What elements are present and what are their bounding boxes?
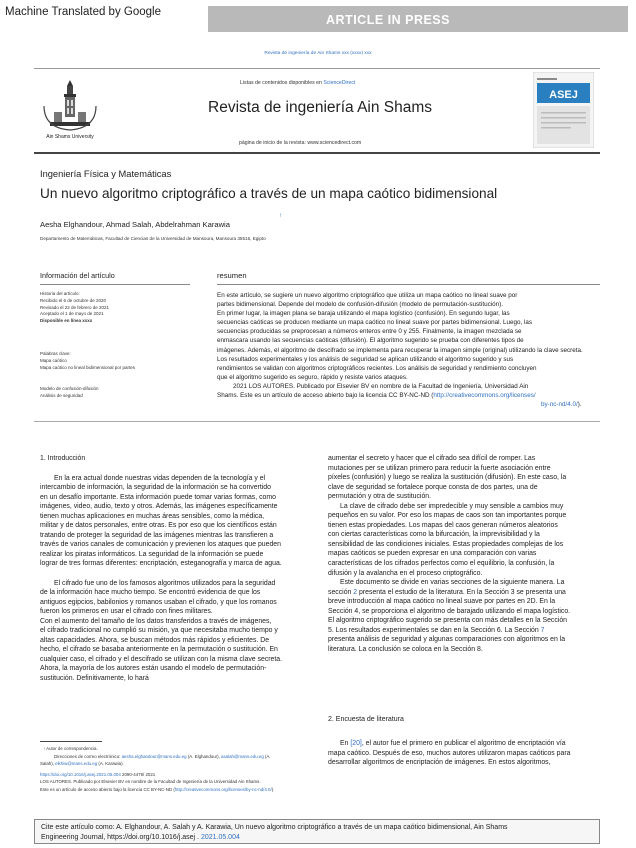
divider — [40, 284, 190, 285]
body-line: La clave de cifrado debe ser impredecible y muy sensible a cambios muy — [340, 502, 564, 510]
keyword: Mapa caótico no lineal bidimensional por partes — [40, 364, 136, 370]
open-access-line — [40, 786, 274, 794]
body-line — [328, 626, 608, 636]
literature-body — [328, 739, 570, 768]
text-span: Este es un artículo de acceso abierto bajo la licencia CC BY-NC-ND ( — [40, 786, 175, 792]
intro-line: imágenes, video, audio, texto y otros. Además, las imágenes específicamente — [40, 503, 278, 511]
affiliation: Departamento de Matemáticas, Facultad de Ciencias de la Universidad de Mansoura, Mansoura 35516, Egipto — [40, 236, 266, 241]
license-link-cont[interactable]: by-nc-nd/4.0/ — [541, 401, 578, 409]
corresponding-author-marker[interactable]: ↑ — [279, 213, 282, 219]
body-line: sensibilidad de las condiciones iniciales. Estas propiedades complejas de los — [328, 540, 564, 548]
license-link[interactable]: http://creativecommons.org/licenses/by-nc-nd/4.0/ — [174, 786, 272, 792]
history-line: Revisado el 22 de febrero de 2021 — [40, 304, 110, 310]
license-line — [217, 391, 583, 400]
university-logo — [40, 76, 100, 144]
intro-line: lograr de tres formas diferentes: encriptación, esteganografía y marca de agua. — [40, 560, 282, 568]
history-line: Disponible en línea xxxx — [40, 318, 93, 324]
body-line — [328, 739, 570, 749]
intro-line: en un desafío importante. Esta información puede tomar varias formas, como — [40, 493, 276, 501]
intro-line: intercambio de información, la seguridad de la información se ha convertido — [40, 484, 271, 492]
text-span: En — [340, 740, 351, 747]
license-close: ). — [577, 401, 582, 409]
emails-line — [40, 753, 274, 761]
intro-line: tienen muchas aplicaciones en muchas áreas sensibles, como la médica, — [40, 512, 265, 520]
citation-doi-link[interactable]: 2021.05.004 — [200, 834, 240, 842]
text-span: Salah), — [40, 761, 56, 767]
intro-line: cualquier caso, el cifrado y el descifrado se utilizan con la misma clave secreta. — [40, 655, 283, 663]
emails-line-2 — [40, 760, 274, 768]
intro-line: de la información hace mucho tiempo. Se encontró evidencia de que los — [40, 589, 261, 597]
body-line: difusión y la avalancha en el proceso criptográfico. — [328, 569, 483, 577]
body-line: presenta análisis de seguridad y algunas comparaciones con algoritmos en la — [328, 636, 566, 644]
divider — [217, 284, 600, 285]
abstract-heading: resumen — [217, 271, 247, 280]
email-link[interactable]: aesha.elghandour@mans.edu.eg — [121, 753, 187, 759]
university-logo-icon — [44, 80, 96, 130]
keyword: Mapa caótico — [40, 357, 67, 363]
intro-line: militar y de datos personales, entre otras. Es por eso que los científicos están — [40, 522, 277, 530]
body-line: mapa caótico. Después de eso, muchos autores utilizaron mapas caóticos para — [328, 749, 571, 757]
text-span: sección — [328, 588, 354, 596]
journal-cover — [533, 72, 594, 148]
intro-line: realizar los piratas informáticos. La seguridad de la información se puede — [40, 550, 264, 558]
body-line: breve introducción al mapa caótico no lineal suave por partes en 2D. En la — [328, 598, 556, 606]
abstract-line: rendimientos se validan con algoritmos criptográficos recientes. Los análisis de seguridad y rendimiento concluyen — [217, 364, 537, 372]
journal-homepage: página de inicio de la revista: www.sciencedirect.com — [239, 140, 362, 146]
body-line: características de los cifrados perfectos como el equilibrio, la confusión, la — [328, 560, 555, 568]
text-span: , el autor fue el primero en publicar el algoritmo de encriptación vía — [361, 740, 566, 747]
intro-line: fueron los primeros en usar el cifrado con fines militares. — [40, 608, 213, 616]
literature-heading: 2. Encuesta de literatura — [328, 716, 404, 723]
doi-line — [40, 771, 274, 779]
intro-line: Con el aumento del tamaño de los datos transferidos a través de imágenes, — [40, 617, 272, 625]
keywords — [40, 351, 135, 372]
citation-text — [41, 823, 508, 844]
abstract-line: partes bidimensional. Depende del modelo de confusión-difusión (modelo de permutación-sustitución). — [217, 301, 503, 309]
body-line: permutación y otra de sustitución. — [328, 493, 432, 501]
contents-prefix: Listas de contenidos disponibles en — [240, 80, 324, 86]
logo-caption: Ain Shams University — [46, 134, 94, 140]
abstract-line: En este artículo, se sugiere un nuevo algoritmo criptográfico que utiliza un mapa caótico no lineal suave por — [217, 292, 518, 299]
body-line: mutaciones per se utilizan primero para reducir la fuerte asociación entre — [328, 464, 551, 472]
divider — [34, 421, 600, 422]
body-line: Sección 4, se proporciona el algoritmo de barajado utilizando el mapa logístico. — [328, 607, 571, 615]
history-line: Historia del artículo: — [40, 291, 80, 296]
intro-line: altas capacidades. Ahora, se buscan métodos más rápidos y eficientes. De — [40, 636, 270, 644]
body-line: Este documento se divide en varias secciones de la siguiente manera. La — [340, 579, 565, 587]
intro-line: el cifrado tradicional no cumplió su misión, ya que necesitaba mucho tiempo y — [40, 627, 278, 635]
article-in-press-banner: ARTICLE IN PRESS — [208, 6, 628, 32]
abstract-line: En primer lugar, la imagen plana se baraja utilizando el mapa logístico (confusión). En segundo lugar, las — [217, 310, 510, 318]
doi-link[interactable]: https://doi.org/10.1016/j.asej.2021.05.004 — [40, 771, 121, 777]
keyword: Análisis de seguridad — [40, 392, 83, 398]
intro-line: través de varios canales de comunicación y previenen los ataques que pueden — [40, 541, 281, 549]
authors: Aesha Elghandour, Ahmad Salah, Abdelrahman Karawia — [40, 220, 230, 229]
intro-line: antiguos egipcios, babilonios y romanos usaban el cifrado, y que los romanos — [40, 598, 277, 606]
abstract-body — [217, 291, 583, 409]
keywords-label: Palabras clave: — [40, 351, 71, 356]
right-column — [328, 454, 608, 654]
citation-line: Cite este artículo como: A. Elghandour, A. Salah y A. Karawia, Un nuevo algoritmo criptográfico a través de un mapa caótico bidimensional, Ain Shams — [41, 824, 508, 831]
intro-line: El cifrado fue uno de los famosos algoritmos utilizados para la seguridad — [54, 579, 276, 587]
ref-20-link[interactable]: [20] — [350, 740, 362, 747]
body-line: clave de seguridad se fortalece porque consta de dos partes, una de — [328, 483, 538, 491]
abstract-line: secuencias producidas se preprocesan a números enteros entre 0 y 255. Finalmente, la imagen mezclada se — [217, 328, 522, 336]
issn: 2090-4479/ 2021 — [120, 771, 156, 777]
body-line: desarrollar algoritmos de encriptación de imágenes. En estos algoritmos, — [328, 759, 551, 767]
keywords-more — [40, 386, 99, 400]
left-column — [40, 454, 306, 684]
machine-translated-label: Machine Translated by Google — [5, 6, 161, 18]
email-link[interactable]: asalah@mans.edu.eg — [221, 753, 264, 759]
body-line: literatura. La conclusión se coloca en la Sección 8. — [328, 645, 483, 653]
copyright-line-2: Shams. Este es un artículo de acceso abierto bajo la licencia CC BY-NC-ND ( — [217, 392, 434, 400]
abstract-line: secuencias caóticas se producen mediante un mapa caótico no lineal suave por partes bidimensional. Luego, las — [217, 319, 533, 327]
email-link[interactable]: elkhiw@mans.edu.eg — [55, 761, 98, 767]
paper-title: Un nuevo algoritmo criptográfico a través de un mapa caótico bidimensional — [40, 186, 498, 201]
copyright-line: 2021 LOS AUTORES. Publicado por Elsevier BV en nombre de la Facultad de Ingeniería, Universidad Ain — [233, 382, 529, 390]
cover-label: ASEJ — [549, 89, 578, 101]
history-line: Aceptado el 1 de mayo de 2021 — [40, 311, 104, 317]
text-span: Direcciones de correo electrónico: — [54, 753, 122, 759]
text-span: (A. Karawia). — [97, 761, 124, 767]
body-line: El algoritmo criptográfico sugerido se presenta con más detalles en la Sección — [328, 617, 568, 625]
section-2-link[interactable]: 2 — [353, 588, 358, 596]
body-line: pequeños en su valor. Por eso los mapas de caos son tan importantes porque — [328, 512, 567, 520]
body-line: con ciertas características como la bifurcación, la imprevisibilidad y la — [328, 531, 540, 539]
abstract-line: Los resultados experimentales y los análisis de seguridad se aplican utilizando el algoritmo sugerido y sus — [217, 355, 514, 363]
abstract-line: que el algoritmo sugerido es seguro, rápido y resiste varios ataques. — [217, 373, 408, 381]
body-line: tienen estas propiedades. Los mapas del caos generan números aleatorios — [328, 521, 558, 529]
footnote-divider — [40, 741, 102, 742]
publisher-line: LOS AUTORES. Publicado por Elsevier BV en nombre de la Facultad de Ingeniería de la Universidad Ain Shams. — [40, 779, 261, 785]
article-info-heading: Información del artículo — [40, 271, 115, 280]
body-line — [328, 588, 608, 598]
intro-line: Ahora, la mayoría de los autores están usando el modelo de permutación- — [40, 665, 267, 673]
text-span: Engineering Journal, https://doi.org/10.1016/j.asej . — [41, 834, 201, 842]
intro-line: hecho, el cifrado se basaba anteriormente en la permutación o sustitución. En — [40, 646, 278, 654]
text-span: (A. — [263, 753, 271, 759]
citation-line-2 — [41, 833, 508, 843]
article-history — [40, 291, 109, 325]
footnotes — [40, 745, 274, 794]
section-7-link[interactable]: 7 — [540, 626, 545, 634]
abstract-line: imágenes. Además, el algoritmo de descifrado se implementa para recuperar la imagen simple (original) utilizando la clave secreta. — [217, 346, 583, 354]
top-citation[interactable]: Revista de ingeniería de Ain Shams xxx (xxxx) xxx — [264, 51, 372, 56]
corresponding-note: ↑ Autor de correspondencia. — [43, 746, 98, 751]
body-line: aumentar el secreto y hacer que el cifrado sea difícil de romper. Las — [328, 455, 536, 462]
sciencedirect-link[interactable]: ScienceDirect — [323, 80, 356, 86]
intro-heading: 1. Introducción — [40, 455, 86, 462]
body-line: mapas caóticos se pueden expresar en una comparación con varias — [328, 550, 537, 558]
intro-line: tratando de proteger la seguridad de las imágenes mientras las transfieren a — [40, 531, 274, 539]
intro-line: En la era actual donde nuestras vidas dependen de la tecnología y el — [54, 474, 266, 482]
license-line-end — [217, 400, 583, 409]
text-span: presenta el estudio de la literatura. En la Sección 3 se presenta una — [357, 588, 566, 596]
text-span: ). — [271, 786, 275, 792]
journal-title: Revista de ingeniería Ain Shams — [208, 99, 433, 116]
abstract-line: enmascara usando las secuencias caóticas (difusión). El algoritmo sugerido se prueba con diferentes tipos de — [217, 337, 524, 345]
history-line: Recibido el 6 de octubre de 2020 — [40, 297, 107, 303]
license-link[interactable]: http://creativecommons.org/licenses/ — [433, 392, 536, 400]
keyword: Modelo de confusión-difusión — [40, 386, 99, 391]
body-line: píxeles (confusión) y luego se realiza la sustitución (difusión). En este caso, la — [328, 474, 567, 482]
article-section: Ingeniería Física y Matemáticas — [40, 169, 172, 179]
text-span: (A. Elghandour), — [186, 753, 222, 759]
intro-line: sustitución. Definitivamente, lo hará — [40, 674, 149, 682]
text-span: 5. Los resultados experimentales se dan en la Sección 6. La Sección — [328, 626, 541, 634]
